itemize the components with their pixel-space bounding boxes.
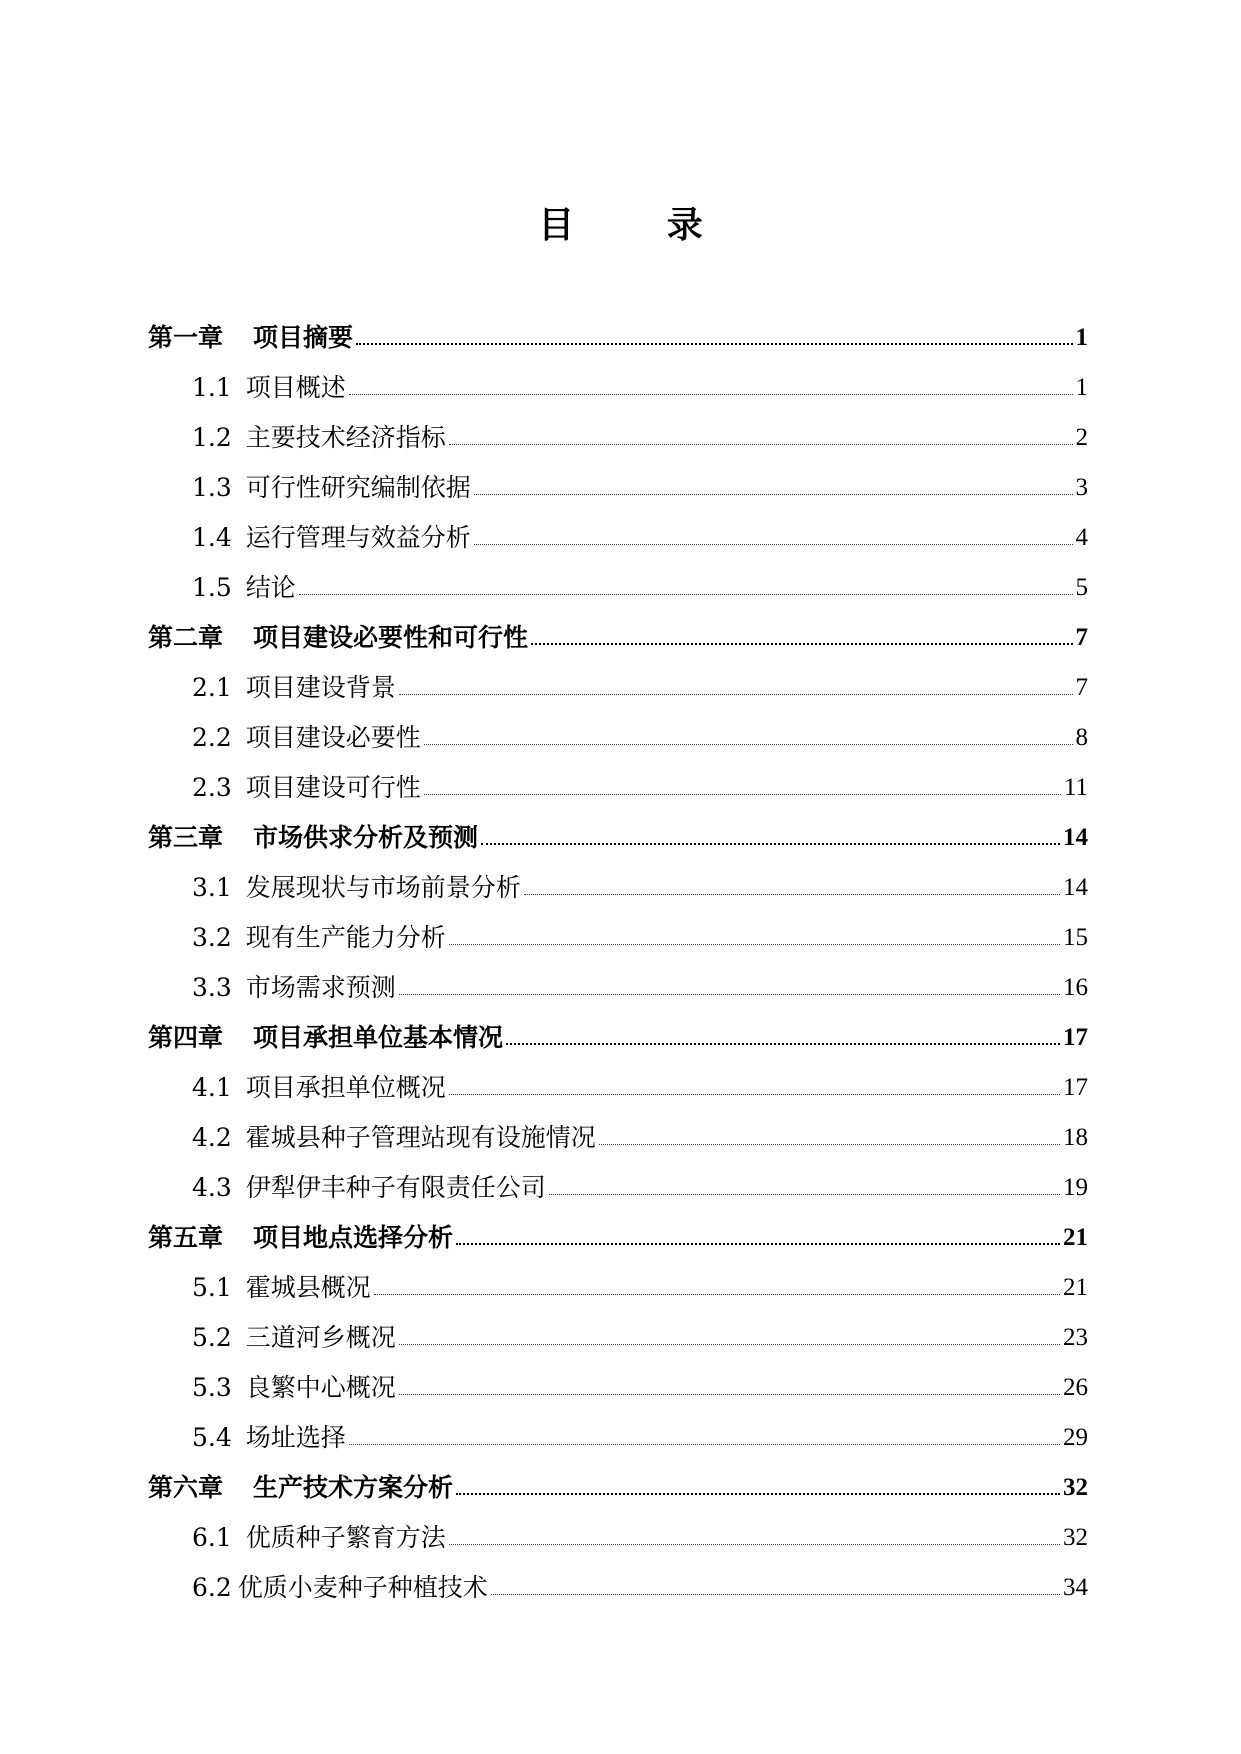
toc-entry-page-number: 15 [1063, 924, 1088, 951]
toc-section-entry[interactable] [148, 910, 1088, 960]
toc-entry-label: 项目摘要 [253, 323, 354, 352]
toc-entry-page-number: 5 [1075, 574, 1088, 601]
page-title: 目 录 [538, 205, 743, 246]
toc-entry-number: 5.4 [192, 1423, 232, 1452]
toc-entry-number: 3.2 [192, 923, 232, 952]
dot-leader [399, 694, 1073, 695]
toc-entry-page-number: 26 [1063, 1374, 1088, 1401]
toc-entry-number: 1.1 [192, 373, 232, 402]
dot-leader [449, 1544, 1060, 1545]
toc-entry-label: 优质种子繁育方法 [245, 1523, 446, 1552]
toc-entry-label: 项目建设可行性 [245, 773, 421, 802]
toc-section-entry[interactable] [148, 960, 1088, 1010]
toc-entry-label: 生产技术方案分析 [253, 1473, 454, 1502]
toc-entry-page-number: 21 [1063, 1274, 1088, 1301]
toc-entry-label: 项目承担单位概况 [245, 1073, 446, 1102]
toc-entry-number: 第五章 [148, 1223, 224, 1252]
dot-leader [599, 1144, 1060, 1145]
toc-entry-label: 可行性研究编制依据 [245, 473, 471, 502]
toc-section-entry[interactable] [148, 710, 1088, 760]
toc-entry-number: 5.3 [192, 1373, 232, 1402]
toc-entry-label: 三道河乡概况 [245, 1323, 396, 1352]
toc-entry-label: 市场供求分析及预测 [253, 823, 479, 852]
toc-section-entry[interactable] [148, 510, 1088, 560]
toc-entry-number: 第六章 [148, 1473, 224, 1502]
toc-entry-number: 3.3 [192, 973, 232, 1002]
dot-leader [456, 1493, 1060, 1495]
toc-section-entry[interactable] [148, 1110, 1088, 1160]
toc-entry-label: 伊犁伊丰种子有限责任公司 [245, 1173, 546, 1202]
toc-chapter-entry[interactable] [148, 810, 1088, 860]
toc-entry-page-number: 34 [1063, 1574, 1088, 1601]
dot-leader [424, 794, 1061, 795]
toc-entry-number: 1.4 [192, 523, 232, 552]
toc-entry-label: 霍城县概况 [245, 1273, 371, 1302]
toc-entry-number: 第一章 [148, 323, 224, 352]
toc-entry-number: 5.1 [192, 1273, 232, 1302]
toc-entry-label: 市场需求预测 [245, 973, 396, 1002]
dot-leader [424, 744, 1073, 745]
dot-leader [449, 944, 1060, 945]
toc-entry-number: 4.2 [192, 1123, 232, 1152]
toc-entry-page-number: 7 [1075, 674, 1088, 701]
toc-entry-number: 1.2 [192, 423, 232, 452]
dot-leader [449, 1094, 1060, 1095]
toc-entry-number: 第四章 [148, 1023, 224, 1052]
toc-entry-page-number: 2 [1075, 424, 1088, 451]
toc-entry-number: 4.3 [192, 1173, 232, 1202]
toc-entry-page-number: 32 [1063, 1524, 1088, 1551]
toc-entry-label: 主要技术经济指标 [245, 423, 446, 452]
toc-entry-page-number: 19 [1063, 1174, 1088, 1201]
toc-entry-label: 现有生产能力分析 [245, 923, 446, 952]
toc-section-entry[interactable] [148, 1360, 1088, 1410]
toc-entry-number: 6.1 [192, 1523, 232, 1552]
toc-chapter-entry[interactable] [148, 1460, 1088, 1510]
toc-entry-label: 运行管理与效益分析 [245, 523, 471, 552]
toc-section-entry[interactable] [148, 1260, 1088, 1310]
dot-leader [456, 1243, 1060, 1245]
toc-entry-label: 良繁中心概况 [245, 1373, 396, 1402]
toc-entry-label: 项目概述 [245, 373, 346, 402]
toc-section-entry[interactable] [148, 1560, 1088, 1610]
toc-entry-page-number: 14 [1063, 874, 1088, 901]
dot-leader [399, 1344, 1060, 1345]
toc-entry-label: 项目地点选择分析 [253, 1223, 454, 1252]
toc-entry-page-number: 7 [1075, 624, 1088, 651]
toc-section-entry[interactable] [148, 660, 1088, 710]
toc-entry-label: 发展现状与市场前景分析 [245, 873, 521, 902]
dot-leader [481, 843, 1060, 845]
toc-section-entry[interactable] [148, 1310, 1088, 1360]
toc-section-entry[interactable] [148, 760, 1088, 810]
toc-entry-page-number: 1 [1075, 324, 1088, 351]
dot-leader [491, 1594, 1060, 1595]
toc-entry-page-number: 4 [1075, 524, 1088, 551]
toc-entry-number: 第三章 [148, 823, 224, 852]
toc-section-entry[interactable] [148, 1410, 1088, 1460]
toc-entry-page-number: 21 [1063, 1224, 1088, 1251]
dot-leader [399, 1394, 1060, 1395]
toc-section-entry[interactable] [148, 1510, 1088, 1560]
toc-entry-page-number: 29 [1063, 1424, 1088, 1451]
toc-entry-number: 2.1 [192, 673, 232, 702]
dot-leader [399, 994, 1060, 995]
dot-leader [474, 494, 1073, 495]
toc-entry-label: 结论 [245, 573, 296, 602]
toc-section-entry[interactable] [148, 560, 1088, 610]
toc-section-entry[interactable] [148, 860, 1088, 910]
toc-entry-label: 项目建设必要性 [245, 723, 421, 752]
toc-entry-number: 2.3 [192, 773, 232, 802]
dot-leader [299, 594, 1073, 595]
dot-leader [506, 1043, 1060, 1045]
toc-section-entry[interactable] [148, 360, 1088, 410]
toc-entry-page-number: 23 [1063, 1324, 1088, 1351]
toc-entry-number: 1.3 [192, 473, 232, 502]
dot-leader [549, 1194, 1060, 1195]
toc-chapter-entry[interactable] [148, 610, 1088, 660]
toc-entry-label: 霍城县种子管理站现有设施情况 [245, 1123, 596, 1152]
toc-entry-page-number: 3 [1075, 474, 1088, 501]
toc-entry-number: 4.1 [192, 1073, 232, 1102]
dot-leader [474, 544, 1073, 545]
toc-entry-number: 1.5 [192, 573, 232, 602]
toc-section-entry[interactable] [148, 1060, 1088, 1110]
toc-entry-number: 5.2 [192, 1323, 232, 1352]
toc-entry-label: 项目建设必要性和可行性 [253, 623, 529, 652]
toc-entry-number: 2.2 [192, 723, 232, 752]
dot-leader [356, 343, 1072, 345]
table-of-contents [148, 310, 1088, 1610]
toc-entry-label: 场址选择 [245, 1423, 346, 1452]
toc-entry-number: 第二章 [148, 623, 224, 652]
toc-section-entry[interactable] [148, 460, 1088, 510]
toc-entry-page-number: 16 [1063, 974, 1088, 1001]
dot-leader [524, 894, 1060, 895]
toc-entry-page-number: 1 [1075, 374, 1088, 401]
toc-chapter-entry[interactable] [148, 1010, 1088, 1060]
toc-entry-number: 6.2 [192, 1573, 232, 1602]
dot-leader [349, 1444, 1060, 1445]
dot-leader [374, 1294, 1060, 1295]
toc-entry-label: 项目建设背景 [245, 673, 396, 702]
toc-entry-page-number: 17 [1063, 1074, 1088, 1101]
toc-entry-page-number: 32 [1063, 1474, 1088, 1501]
toc-entry-label: 优质小麦种子种植技术 [237, 1573, 488, 1602]
toc-chapter-entry[interactable] [148, 310, 1088, 360]
toc-chapter-entry[interactable] [148, 1210, 1088, 1260]
toc-entry-label: 项目承担单位基本情况 [253, 1023, 504, 1052]
toc-entry-page-number: 18 [1063, 1124, 1088, 1151]
dot-leader [349, 394, 1073, 395]
toc-entry-page-number: 14 [1063, 824, 1088, 851]
dot-leader [531, 643, 1072, 645]
toc-section-entry[interactable] [148, 410, 1088, 460]
toc-entry-number: 3.1 [192, 873, 232, 902]
toc-entry-page-number: 8 [1075, 724, 1088, 751]
toc-section-entry[interactable] [148, 1160, 1088, 1210]
toc-entry-page-number: 17 [1063, 1024, 1088, 1051]
dot-leader [449, 444, 1073, 445]
toc-entry-page-number: 11 [1063, 774, 1088, 801]
